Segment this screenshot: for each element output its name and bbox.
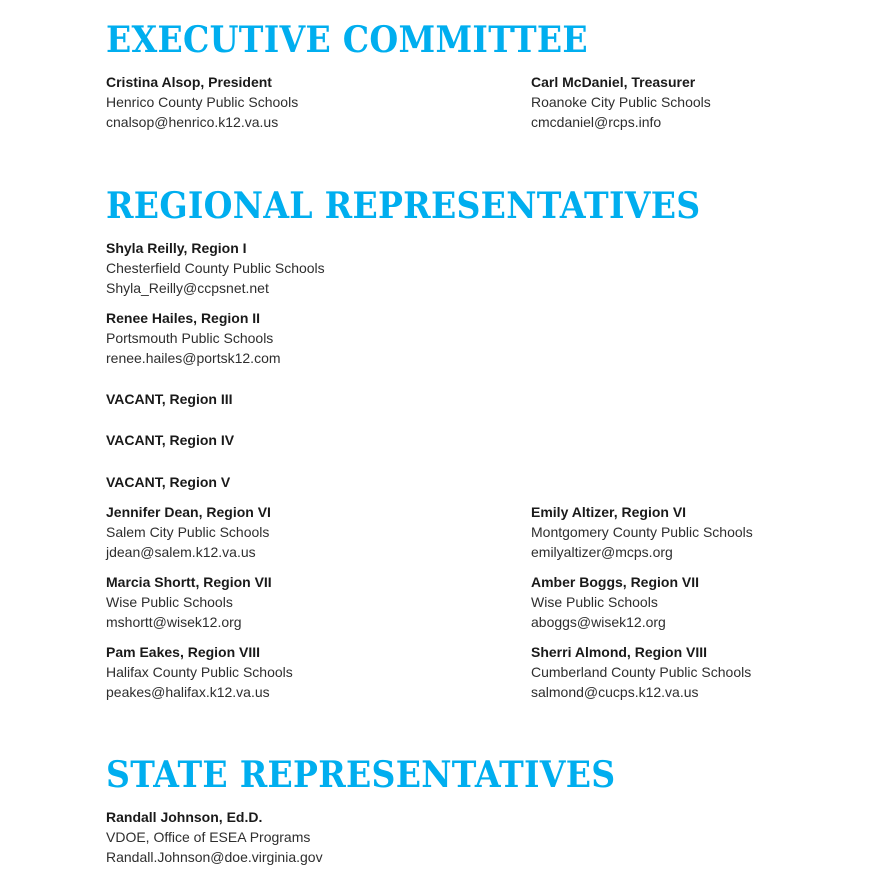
contact-organization: Wise Public Schools xyxy=(531,594,658,610)
contact-name: Carl McDaniel, Treasurer xyxy=(531,74,696,90)
contact-organization: VDOE, Office of ESEA Programs xyxy=(106,829,311,845)
contact-name: Pam Eakes, Region VIII xyxy=(106,644,261,660)
contact-organization: Henrico County Public Schools xyxy=(106,94,299,110)
contact-organization: Cumberland County Public Schools xyxy=(531,664,752,680)
contact-organization: Roanoke City Public Schools xyxy=(531,94,711,110)
contact-name: Shyla Reilly, Region I xyxy=(106,240,247,256)
contact-organization: Wise Public Schools xyxy=(106,594,233,610)
contact-name: VACANT, Region V xyxy=(106,474,231,490)
executive-committee-heading: EXECUTIVE COMMITTEE xyxy=(106,19,588,61)
contact-name: Amber Boggs, Region VII xyxy=(531,574,700,590)
contact-card xyxy=(531,502,866,562)
region-viii-row xyxy=(106,642,866,702)
contact-card xyxy=(106,72,531,132)
region-vi-row xyxy=(106,502,866,562)
region-vii-row xyxy=(106,572,866,632)
contact-name: VACANT, Region IV xyxy=(106,432,235,448)
contact-name: Renee Hailes, Region II xyxy=(106,310,261,326)
contact-card xyxy=(106,238,325,298)
contact-card xyxy=(531,642,866,702)
contact-name: Emily Altizer, Region VI xyxy=(531,504,687,520)
contact-email[interactable]: peakes@halifax.k12.va.us xyxy=(106,684,270,700)
contact-organization: Halifax County Public Schools xyxy=(106,664,293,680)
contact-name: Marcia Shortt, Region VII xyxy=(106,574,272,590)
contact-organization: Salem City Public Schools xyxy=(106,524,270,540)
contact-name: Sherri Almond, Region VIII xyxy=(531,644,708,660)
contact-name: Randall Johnson, Ed.D. xyxy=(106,809,263,825)
vacant-contact-card xyxy=(106,472,230,492)
contact-email[interactable]: Shyla_Reilly@ccpsnet.net xyxy=(106,280,269,296)
contact-email[interactable]: cmcdaniel@rcps.info xyxy=(531,114,662,130)
state-representatives-heading: STATE REPRESENTATIVES xyxy=(106,754,616,796)
contact-card xyxy=(106,642,531,702)
contact-card xyxy=(531,72,866,132)
contact-card xyxy=(106,308,281,368)
contact-email[interactable]: mshortt@wisek12.org xyxy=(106,614,242,630)
contact-name: VACANT, Region III xyxy=(106,391,233,407)
vacant-contact-card xyxy=(106,430,234,450)
contact-email[interactable]: Randall.Johnson@doe.virginia.gov xyxy=(106,849,323,865)
contact-email[interactable]: emilyaltizer@mcps.org xyxy=(531,544,673,560)
contact-email[interactable]: cnalsop@henrico.k12.va.us xyxy=(106,114,279,130)
contact-email[interactable]: jdean@salem.k12.va.us xyxy=(106,544,256,560)
contact-card xyxy=(106,807,323,867)
contact-email[interactable]: renee.hailes@portsk12.com xyxy=(106,350,281,366)
contact-email[interactable]: aboggs@wisek12.org xyxy=(531,614,666,630)
regional-representatives-heading: REGIONAL REPRESENTATIVES xyxy=(106,185,701,227)
contact-card xyxy=(106,572,531,632)
contact-email[interactable]: salmond@cucps.k12.va.us xyxy=(531,684,699,700)
contact-organization: Montgomery County Public Schools xyxy=(531,524,753,540)
contact-organization: Portsmouth Public Schools xyxy=(106,330,274,346)
contact-name: Jennifer Dean, Region VI xyxy=(106,504,271,520)
contact-organization: Chesterfield County Public Schools xyxy=(106,260,325,276)
vacant-contact-card xyxy=(106,389,233,409)
contact-card xyxy=(106,502,531,562)
executive-committee-row xyxy=(106,72,866,132)
contact-card xyxy=(531,572,866,632)
contact-name: Cristina Alsop, President xyxy=(106,74,272,90)
